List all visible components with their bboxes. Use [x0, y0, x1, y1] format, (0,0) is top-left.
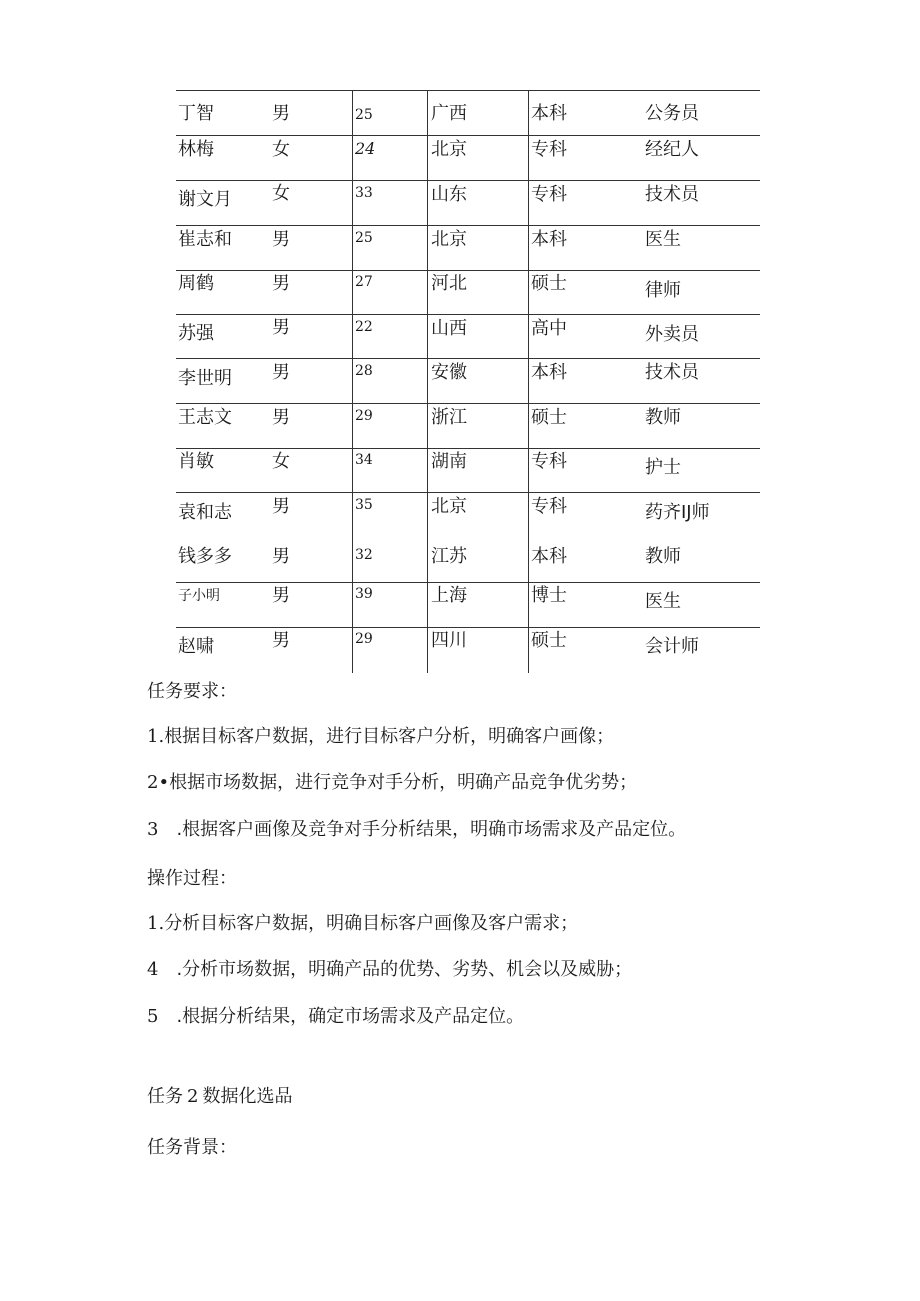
cell-province: 上海	[431, 585, 467, 606]
cell-province: 广西	[431, 103, 467, 124]
task2-prefix: 任务	[147, 1086, 183, 1107]
cell-occupation: 公务员	[645, 103, 699, 124]
table-rule	[176, 314, 760, 315]
cell-age: 22	[355, 319, 373, 335]
cell-province: 浙江	[431, 407, 467, 428]
cell-occupation: 医生	[645, 591, 681, 612]
cell-occupation: 教师	[645, 546, 681, 567]
cell-education: 本科	[531, 103, 567, 124]
cell-province: 北京	[431, 229, 467, 250]
cell-education: 高中	[531, 318, 567, 339]
cell-age: 28	[355, 363, 373, 379]
table-column-rule	[427, 90, 428, 673]
table-rule	[176, 135, 760, 136]
operation-text: .分析市场数据，明确产品的优势、劣势、机会以及威胁；	[176, 959, 633, 980]
cell-province: 山西	[431, 318, 467, 339]
requirement-item	[147, 725, 614, 749]
task2-heading	[147, 1085, 292, 1109]
requirement-number: 3	[147, 819, 159, 840]
cell-name: 丁智	[178, 103, 214, 124]
cell-province: 河北	[431, 273, 467, 294]
cell-occupation: 药齐IJ师	[645, 502, 710, 523]
cell-province: 山东	[431, 184, 467, 205]
cell-gender: 男	[272, 273, 290, 294]
cell-name: 肖敏	[178, 451, 214, 472]
cell-gender: 女	[272, 139, 290, 160]
cell-education: 专科	[531, 139, 567, 160]
cell-age: 24	[355, 139, 376, 158]
cell-province: 北京	[431, 139, 467, 160]
operation-number: 1.	[147, 913, 165, 934]
cell-occupation: 技术员	[645, 362, 699, 383]
cell-education: 博士	[531, 585, 567, 606]
table-column-rule	[528, 90, 529, 673]
cell-name: 赵啸	[178, 636, 214, 657]
cell-name: 袁和志	[178, 502, 232, 523]
requirement-text: 根据目标客户数据，进行目标客户分析，明确客户画像；	[164, 726, 615, 747]
cell-age: 25	[355, 107, 373, 123]
operation-text: .根据分析结果，确定市场需求及产品定位。	[176, 1006, 525, 1027]
cell-gender: 男	[272, 585, 290, 606]
cell-education: 本科	[531, 546, 567, 567]
cell-name: 崔志和	[178, 229, 232, 250]
cell-gender: 女	[272, 451, 290, 472]
cell-gender: 男	[272, 546, 290, 567]
cell-education: 硕士	[531, 273, 567, 294]
operation-item	[147, 1005, 524, 1029]
task2-number: 2	[187, 1086, 199, 1107]
task-background-heading: 任务背景：	[147, 1137, 237, 1158]
cell-occupation: 护士	[645, 457, 681, 478]
task2-title: 数据化选品	[202, 1086, 293, 1107]
cell-occupation: 经纪人	[645, 139, 699, 160]
cell-age: 33	[355, 185, 373, 201]
task-requirements-heading: 任务要求：	[147, 681, 237, 702]
cell-name: 周鹤	[178, 273, 214, 294]
table-rule	[176, 627, 760, 628]
requirement-item	[147, 818, 686, 842]
cell-name: 苏强	[178, 323, 214, 344]
cell-occupation: 医生	[645, 229, 681, 250]
cell-gender: 男	[272, 229, 290, 250]
cell-name: 子小明	[178, 588, 220, 604]
cell-occupation: 会计师	[645, 636, 699, 657]
cell-name: 王志文	[178, 407, 232, 428]
cell-occupation: 技术员	[645, 184, 699, 205]
table-rule	[176, 180, 760, 181]
requirement-number: 1.	[147, 726, 165, 747]
table-rule	[176, 448, 760, 449]
cell-education: 专科	[531, 184, 567, 205]
cell-education: 专科	[531, 451, 567, 472]
cell-province: 四川	[431, 630, 467, 651]
cell-age: 25	[355, 230, 373, 246]
requirement-number: 2•	[147, 772, 170, 793]
cell-name: 李世明	[178, 368, 232, 389]
cell-occupation: 教师	[645, 407, 681, 428]
cell-province: 湖南	[431, 451, 467, 472]
cell-gender: 男	[272, 496, 290, 517]
cell-name: 钱多多	[178, 546, 232, 567]
cell-province: 安徽	[431, 362, 467, 383]
table-rule	[176, 225, 760, 226]
operation-number: 5	[147, 1006, 159, 1027]
table-rule	[176, 403, 760, 404]
cell-gender: 男	[272, 317, 290, 338]
operation-heading: 操作过程：	[147, 868, 237, 889]
table-rule	[176, 358, 760, 359]
table-rule	[176, 582, 760, 583]
cell-education: 本科	[531, 362, 567, 383]
table-rule	[176, 492, 760, 493]
cell-education: 专科	[531, 496, 567, 517]
operation-item	[147, 912, 578, 936]
cell-province: 江苏	[431, 546, 467, 567]
table-column-rule	[352, 90, 353, 673]
cell-gender: 女	[272, 183, 290, 204]
cell-age: 35	[355, 497, 373, 513]
cell-age: 29	[355, 631, 373, 647]
cell-name: 林梅	[178, 139, 214, 160]
cell-gender: 男	[272, 407, 290, 428]
cell-age: 29	[355, 408, 373, 424]
cell-gender: 男	[272, 630, 290, 651]
cell-name: 谢文月	[178, 189, 232, 210]
cell-occupation: 律师	[645, 280, 681, 301]
table-rule	[176, 270, 760, 271]
cell-province: 北京	[431, 496, 467, 517]
cell-gender: 男	[272, 103, 290, 124]
cell-education: 本科	[531, 229, 567, 250]
requirement-item	[147, 771, 637, 795]
cell-age: 34	[355, 452, 373, 468]
cell-occupation: 外卖员	[645, 324, 699, 345]
requirement-text: 根据市场数据，进行竞争对手分析，明确产品竞争优劣势；	[169, 772, 638, 793]
cell-age: 32	[355, 547, 373, 563]
operation-number: 4	[147, 959, 159, 980]
cell-age: 27	[355, 274, 373, 290]
table-rule	[176, 90, 760, 91]
cell-education: 硕士	[531, 630, 567, 651]
operation-item	[147, 958, 632, 982]
cell-education: 硕士	[531, 407, 567, 428]
cell-age: 39	[355, 586, 373, 602]
cell-gender: 男	[272, 362, 290, 383]
requirement-text: .根据客户画像及竞争对手分析结果，明确市场需求及产品定位。	[176, 819, 687, 840]
operation-text: 分析目标客户数据，明确目标客户画像及客户需求；	[164, 913, 579, 934]
